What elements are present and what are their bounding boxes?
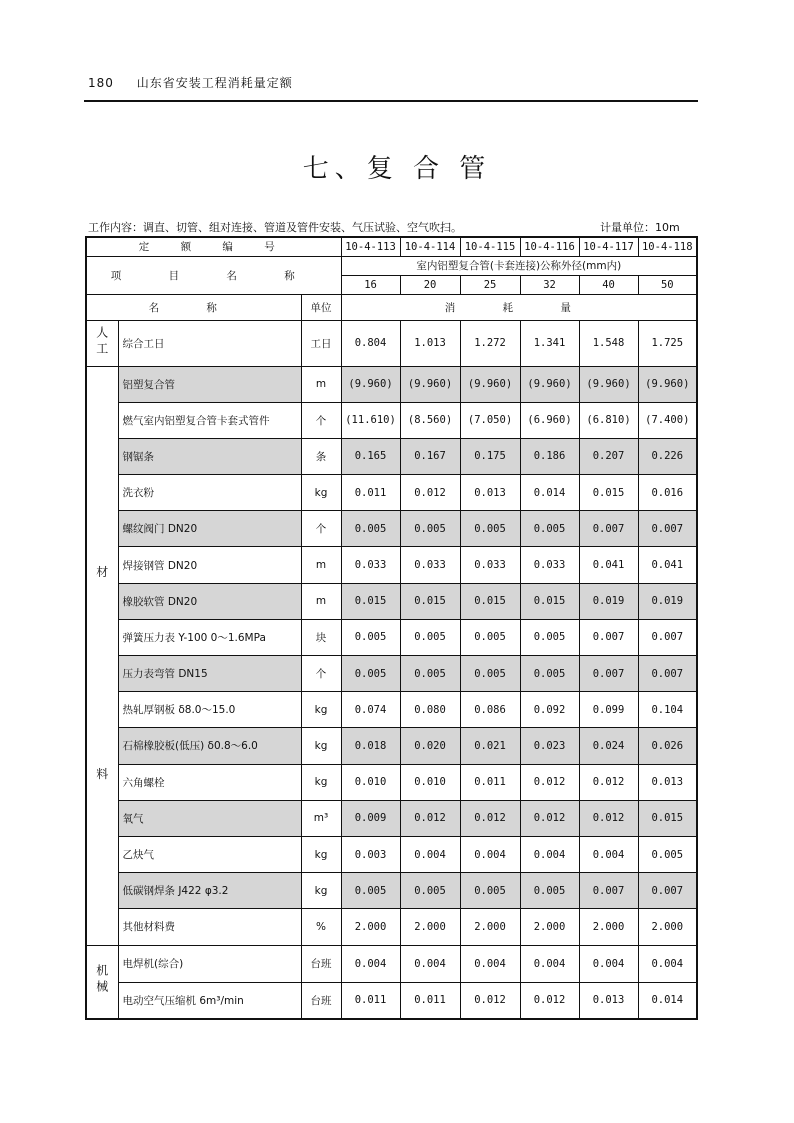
item-unit: 台班: [301, 945, 341, 982]
consumption-value: 0.007: [579, 656, 638, 692]
consumption-value: 0.004: [520, 836, 579, 872]
consumption-value: 0.104: [638, 692, 697, 728]
consumption-value: 0.005: [341, 619, 400, 655]
size-value: 25: [460, 275, 520, 294]
consumption-value: 0.099: [579, 692, 638, 728]
consumption-header: 消 耗 量: [341, 294, 697, 320]
consumption-value: 0.004: [460, 945, 520, 982]
item-unit: 条: [301, 438, 341, 474]
consumption-value: 0.175: [460, 438, 520, 474]
item-name: 螺纹阀门 DN20: [118, 511, 301, 547]
consumption-value: 0.007: [638, 619, 697, 655]
consumption-value: 0.005: [520, 511, 579, 547]
item-unit: kg: [301, 764, 341, 800]
consumption-value: (9.960): [638, 366, 697, 402]
consumption-value: (9.960): [400, 366, 460, 402]
item-name: 洗衣粉: [118, 475, 301, 511]
consumption-value: 0.011: [460, 764, 520, 800]
consumption-value: 0.005: [400, 511, 460, 547]
table-row: [86, 982, 697, 1019]
item-unit: kg: [301, 692, 341, 728]
consumption-value: 0.010: [400, 764, 460, 800]
consumption-value: 0.041: [638, 547, 697, 583]
consumption-value: 0.207: [579, 438, 638, 474]
consumption-value: 0.226: [638, 438, 697, 474]
consumption-value: 0.033: [520, 547, 579, 583]
consumption-value: 0.004: [638, 945, 697, 982]
size-value: 16: [341, 275, 400, 294]
quota-code: 10-4-115: [460, 237, 520, 256]
item-name: 石棉橡胶板(低压) δ0.8～6.0: [118, 728, 301, 764]
consumption-value: (7.050): [460, 402, 520, 438]
table-row: [86, 764, 697, 800]
consumption-value: 0.013: [579, 982, 638, 1019]
item-unit: m³: [301, 800, 341, 836]
consumption-value: 0.013: [460, 475, 520, 511]
consumption-value: 0.041: [579, 547, 638, 583]
consumption-value: 0.005: [341, 873, 400, 909]
consumption-value: 0.009: [341, 800, 400, 836]
item-unit: kg: [301, 728, 341, 764]
consumption-value: 0.015: [520, 583, 579, 619]
category-labor: [86, 320, 118, 366]
consumption-value: 0.012: [520, 764, 579, 800]
consumption-value: (6.810): [579, 402, 638, 438]
consumption-value: 1.272: [460, 320, 520, 366]
consumption-value: 0.007: [638, 873, 697, 909]
item-unit: 工日: [301, 320, 341, 366]
book-title: 山东省安装工程消耗量定额: [136, 76, 293, 90]
consumption-value: 1.548: [579, 320, 638, 366]
consumption-value: 0.020: [400, 728, 460, 764]
consumption-value: 1.725: [638, 320, 697, 366]
consumption-value: 0.005: [638, 836, 697, 872]
table-row: [86, 692, 697, 728]
consumption-value: 0.165: [341, 438, 400, 474]
consumption-value: 0.007: [579, 873, 638, 909]
quota-code: 10-4-113: [341, 237, 400, 256]
table-row: [86, 873, 697, 909]
consumption-value: 0.023: [520, 728, 579, 764]
table-row: [86, 800, 697, 836]
size-value: 40: [579, 275, 638, 294]
section-title: 七、复 合 管: [302, 154, 492, 184]
consumption-value: 0.015: [341, 583, 400, 619]
item-unit: %: [301, 909, 341, 945]
category-materials: [86, 366, 118, 945]
size-value: 32: [520, 275, 579, 294]
consumption-value: 0.014: [520, 475, 579, 511]
consumption-value: 0.007: [638, 511, 697, 547]
item-name: 焊接钢管 DN20: [118, 547, 301, 583]
consumption-value: 0.004: [460, 836, 520, 872]
consumption-value: 0.011: [341, 982, 400, 1019]
consumption-value: 2.000: [520, 909, 579, 945]
table-row: [86, 438, 697, 474]
consumption-value: 0.007: [579, 511, 638, 547]
consumption-value: 0.005: [400, 619, 460, 655]
consumption-value: 0.167: [400, 438, 460, 474]
category-char: 料: [96, 767, 109, 782]
consumption-value: 0.018: [341, 728, 400, 764]
consumption-value: 0.012: [400, 475, 460, 511]
consumption-value: 1.013: [400, 320, 460, 366]
consumption-value: 2.000: [400, 909, 460, 945]
consumption-value: 1.341: [520, 320, 579, 366]
quota-label: 定 额 编 号: [86, 237, 341, 256]
quota-code: 10-4-117: [579, 237, 638, 256]
item-name: 综合工日: [118, 320, 301, 366]
running-header: [88, 74, 293, 91]
consumption-value: 0.005: [460, 511, 520, 547]
consumption-value: 0.015: [400, 583, 460, 619]
item-name: 六角螺栓: [118, 764, 301, 800]
item-name: 低碳钢焊条 J422 φ3.2: [118, 873, 301, 909]
table-row: [86, 475, 697, 511]
consumption-value: 0.086: [460, 692, 520, 728]
consumption-value: 0.804: [341, 320, 400, 366]
item-name: 电动空气压缩机 6m³/min: [118, 982, 301, 1019]
item-name: 乙炔气: [118, 836, 301, 872]
consumption-value: 0.005: [400, 873, 460, 909]
consumption-value: 0.021: [460, 728, 520, 764]
consumption-value: 0.005: [460, 656, 520, 692]
consumption-value: (8.560): [400, 402, 460, 438]
consumption-value: 0.011: [400, 982, 460, 1019]
consumption-value: 0.012: [400, 800, 460, 836]
consumption-value: 0.004: [579, 836, 638, 872]
item-name: 热轧厚钢板 δ8.0～15.0: [118, 692, 301, 728]
size-value: 50: [638, 275, 697, 294]
item-label: 项 目 名 称: [86, 256, 341, 294]
item-name: 弹簧压力表 Y-100 0～1.6MPa: [118, 619, 301, 655]
consumption-value: 0.033: [460, 547, 520, 583]
size-value: 20: [400, 275, 460, 294]
consumption-value: 0.004: [400, 945, 460, 982]
consumption-value: 0.004: [400, 836, 460, 872]
item-unit: 台班: [301, 982, 341, 1019]
consumption-value: 0.005: [520, 656, 579, 692]
consumption-value: (11.610): [341, 402, 400, 438]
item-unit: kg: [301, 873, 341, 909]
table-row: [86, 619, 697, 655]
quota-code: 10-4-116: [520, 237, 579, 256]
consumption-value: 0.013: [638, 764, 697, 800]
item-unit: 个: [301, 511, 341, 547]
item-unit: kg: [301, 836, 341, 872]
consumption-value: 0.186: [520, 438, 579, 474]
unit-header: 单位: [301, 294, 341, 320]
quota-code: 10-4-118: [638, 237, 697, 256]
consumption-value: 0.019: [579, 583, 638, 619]
consumption-value: 0.003: [341, 836, 400, 872]
consumption-value: (9.960): [520, 366, 579, 402]
quota-table: [85, 236, 698, 1020]
item-name: 电焊机(综合): [118, 945, 301, 982]
consumption-value: 0.005: [520, 619, 579, 655]
consumption-value: 0.004: [579, 945, 638, 982]
table-row: [86, 656, 697, 692]
consumption-value: 0.015: [579, 475, 638, 511]
consumption-value: 0.016: [638, 475, 697, 511]
consumption-value: 0.005: [520, 873, 579, 909]
consumption-value: 0.007: [638, 656, 697, 692]
item-name: 铝塑复合管: [118, 366, 301, 402]
item-unit: m: [301, 547, 341, 583]
header-rule: [84, 100, 698, 102]
category-machines: [86, 945, 118, 1019]
table-row: [86, 909, 697, 945]
table-row: [86, 320, 697, 366]
item-name: 其他材料费: [118, 909, 301, 945]
consumption-value: (9.960): [579, 366, 638, 402]
consumption-value: 0.005: [341, 656, 400, 692]
consumption-value: 0.012: [579, 800, 638, 836]
consumption-value: 0.012: [520, 982, 579, 1019]
measurement-unit: 计量单位：10m: [600, 221, 680, 234]
consumption-value: 0.012: [579, 764, 638, 800]
item-name: 氧气: [118, 800, 301, 836]
consumption-value: 0.019: [638, 583, 697, 619]
item-unit: 块: [301, 619, 341, 655]
table-row: [86, 583, 697, 619]
table-row: [86, 547, 697, 583]
consumption-value: 0.015: [638, 800, 697, 836]
consumption-value: 2.000: [579, 909, 638, 945]
table-row: [86, 836, 697, 872]
consumption-value: 0.004: [341, 945, 400, 982]
consumption-value: 0.024: [579, 728, 638, 764]
table-row: [86, 728, 697, 764]
consumption-value: 2.000: [460, 909, 520, 945]
work-content: 工作内容：调直、切管、组对连接、管道及管件安装、气压试验、空气吹扫。: [88, 221, 462, 234]
name-header: 名 称: [86, 294, 301, 320]
consumption-value: 0.074: [341, 692, 400, 728]
consumption-value: (9.960): [341, 366, 400, 402]
consumption-value: 2.000: [341, 909, 400, 945]
consumption-value: 0.012: [460, 982, 520, 1019]
consumption-value: 0.011: [341, 475, 400, 511]
consumption-value: 0.004: [520, 945, 579, 982]
item-name: 压力表弯管 DN15: [118, 656, 301, 692]
category-label: 机械: [94, 964, 109, 997]
consumption-value: 0.005: [460, 619, 520, 655]
quota-code: 10-4-114: [400, 237, 460, 256]
consumption-value: 0.005: [460, 873, 520, 909]
consumption-value: 0.026: [638, 728, 697, 764]
table-row: [86, 402, 697, 438]
item-name: 橡胶软管 DN20: [118, 583, 301, 619]
item-name: 钢锯条: [118, 438, 301, 474]
consumption-value: 0.033: [341, 547, 400, 583]
item-unit: kg: [301, 475, 341, 511]
item-unit: m: [301, 583, 341, 619]
consumption-value: 0.010: [341, 764, 400, 800]
consumption-value: 0.080: [400, 692, 460, 728]
consumption-value: 0.012: [460, 800, 520, 836]
item-unit: 个: [301, 402, 341, 438]
page-number: 180: [88, 76, 114, 90]
item-unit: 个: [301, 656, 341, 692]
table-row: [86, 511, 697, 547]
table-row: [86, 366, 697, 402]
consumption-value: 0.092: [520, 692, 579, 728]
consumption-value: 0.033: [400, 547, 460, 583]
consumption-value: 0.015: [460, 583, 520, 619]
table-row: [86, 945, 697, 982]
consumption-value: 0.005: [400, 656, 460, 692]
category-char: 材: [96, 565, 109, 580]
consumption-value: 0.012: [520, 800, 579, 836]
consumption-value: (9.960): [460, 366, 520, 402]
group-title: 室内铝塑复合管(卡套连接)公称外径(mm内): [341, 256, 697, 275]
consumption-value: 0.014: [638, 982, 697, 1019]
consumption-value: 2.000: [638, 909, 697, 945]
consumption-value: 0.005: [341, 511, 400, 547]
item-name: 燃气室内铝塑复合管卡套式管件: [118, 402, 301, 438]
consumption-value: 0.007: [579, 619, 638, 655]
item-unit: m: [301, 366, 341, 402]
consumption-value: (7.400): [638, 402, 697, 438]
consumption-value: (6.960): [520, 402, 579, 438]
category-label: 人工: [94, 325, 109, 358]
